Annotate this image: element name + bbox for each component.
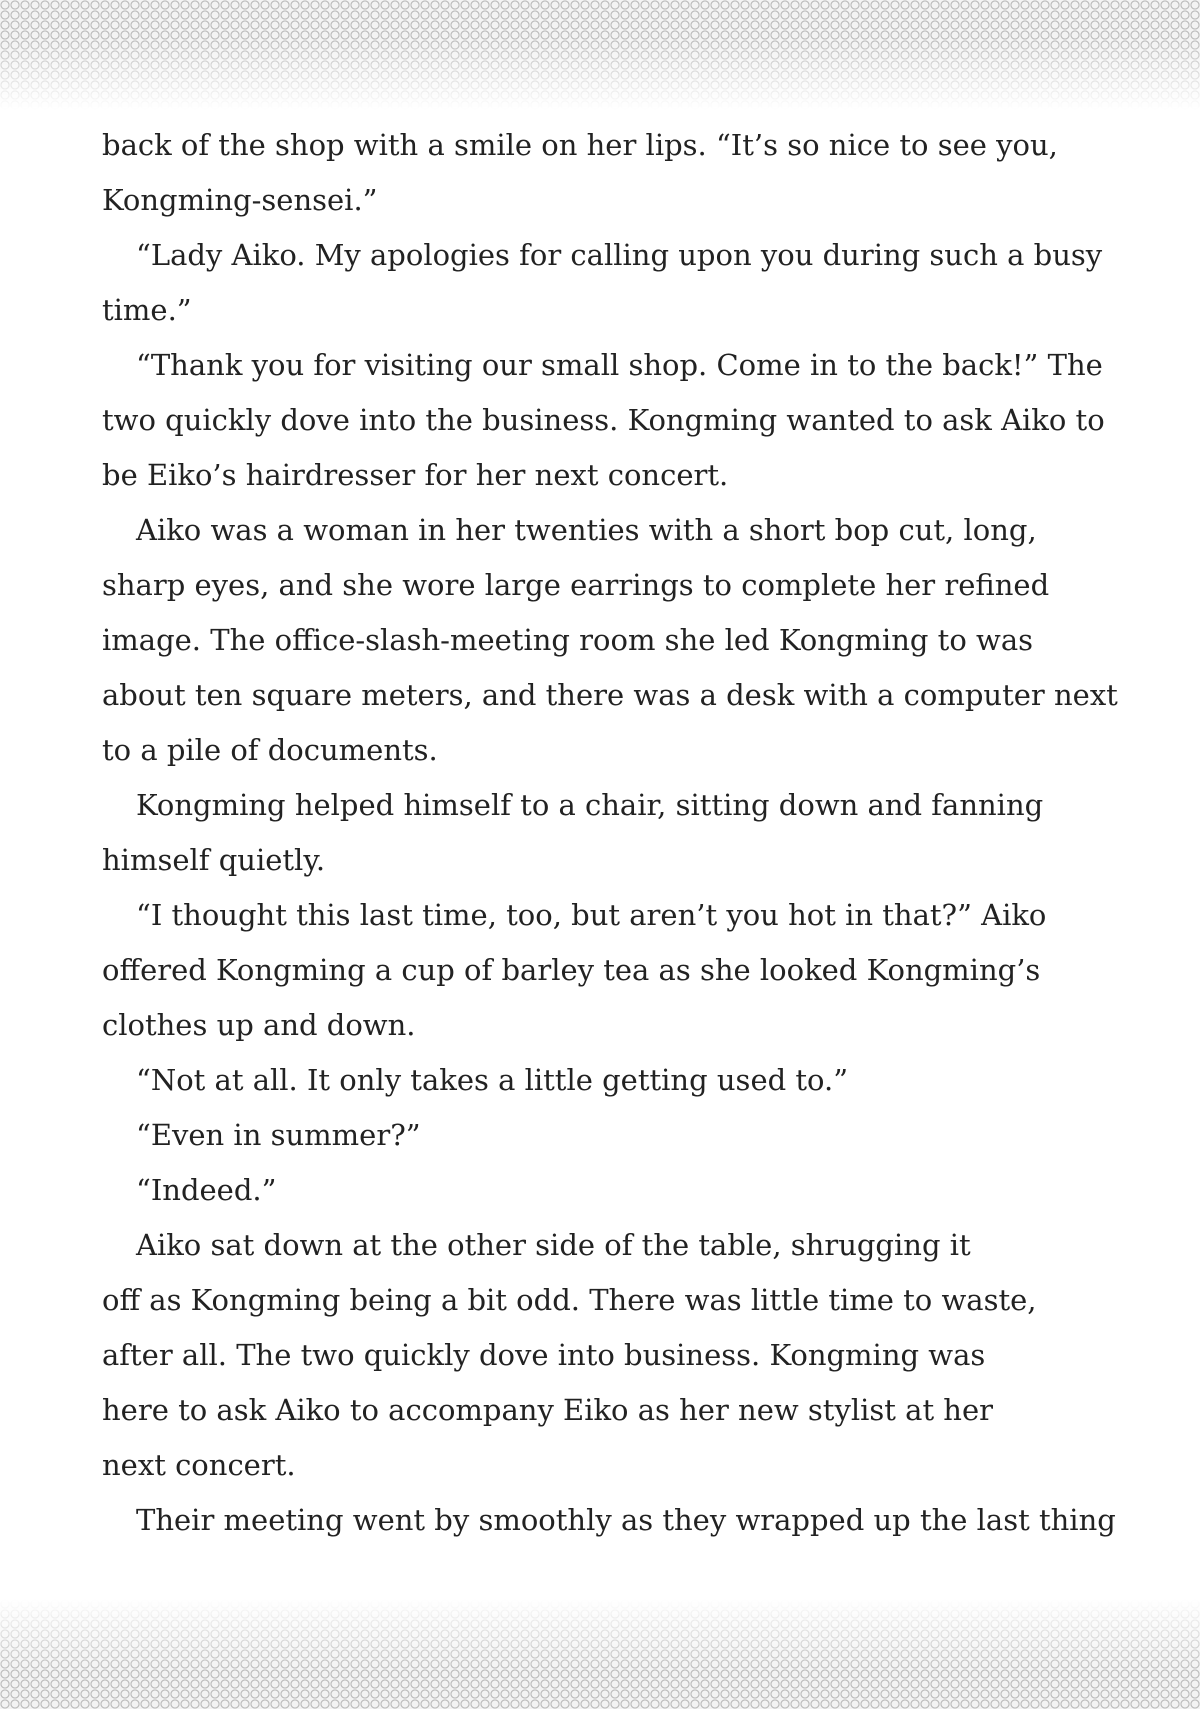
text-line: here to ask Aiko to accompany Eiko as her new stylist at her — [102, 1393, 994, 1427]
text-line: offered Kongming a cup of barley tea as she looked Kongming’s — [102, 953, 1041, 987]
text-line: “Lady Aiko. My apologies for calling upon you during such a busy — [136, 238, 1103, 272]
text-line: image. The office-slash-meeting room she led Kongming to was — [102, 623, 1033, 657]
text-line: Aiko sat down at the other side of the table, shrugging it — [136, 1228, 971, 1262]
text-line: “Even in summer?” — [136, 1118, 421, 1152]
text-line: sharp eyes, and she wore large earrings to complete her refined — [102, 568, 1050, 602]
text-line: back of the shop with a smile on her lips. “It’s so nice to see you, — [102, 128, 1058, 162]
text-line: clothes up and down. — [102, 1008, 416, 1042]
text-line: “I thought this last time, too, but aren’t you hot in that?” Aiko — [136, 898, 1047, 932]
text-line: next concert. — [102, 1448, 296, 1482]
text-line: “Indeed.” — [136, 1173, 277, 1207]
text-line: Their meeting went by smoothly as they wrapped up the last thing — [136, 1503, 1116, 1537]
text-line: “Thank you for visiting our small shop. Come in to the back!” The — [136, 348, 1103, 382]
text-line: Aiko was a woman in her twenties with a short bop cut, long, — [136, 513, 1037, 547]
text-line: after all. The two quickly dove into business. Kongming was — [102, 1338, 986, 1372]
text-line: Kongming helped himself to a chair, sitting down and fanning — [136, 788, 1044, 822]
text-line: be Eiko’s hairdresser for her next concert. — [102, 458, 729, 492]
text-line: Kongming-sensei.” — [102, 183, 378, 217]
text-line: time.” — [102, 293, 192, 327]
text-line: two quickly dove into the business. Kongming wanted to ask Aiko to — [102, 403, 1105, 437]
text-line: about ten square meters, and there was a desk with a computer next — [102, 678, 1118, 712]
body-text — [102, 118, 1118, 1548]
text-line: to a pile of documents. — [102, 733, 438, 767]
bottom-dot-pattern-border — [0, 1599, 1200, 1709]
text-line: off as Kongming being a bit odd. There was little time to waste, — [102, 1283, 1037, 1317]
top-dot-pattern-border — [0, 0, 1200, 110]
text-line: himself quietly. — [102, 843, 326, 877]
text-line: “Not at all. It only takes a little getting used to.” — [136, 1063, 849, 1097]
